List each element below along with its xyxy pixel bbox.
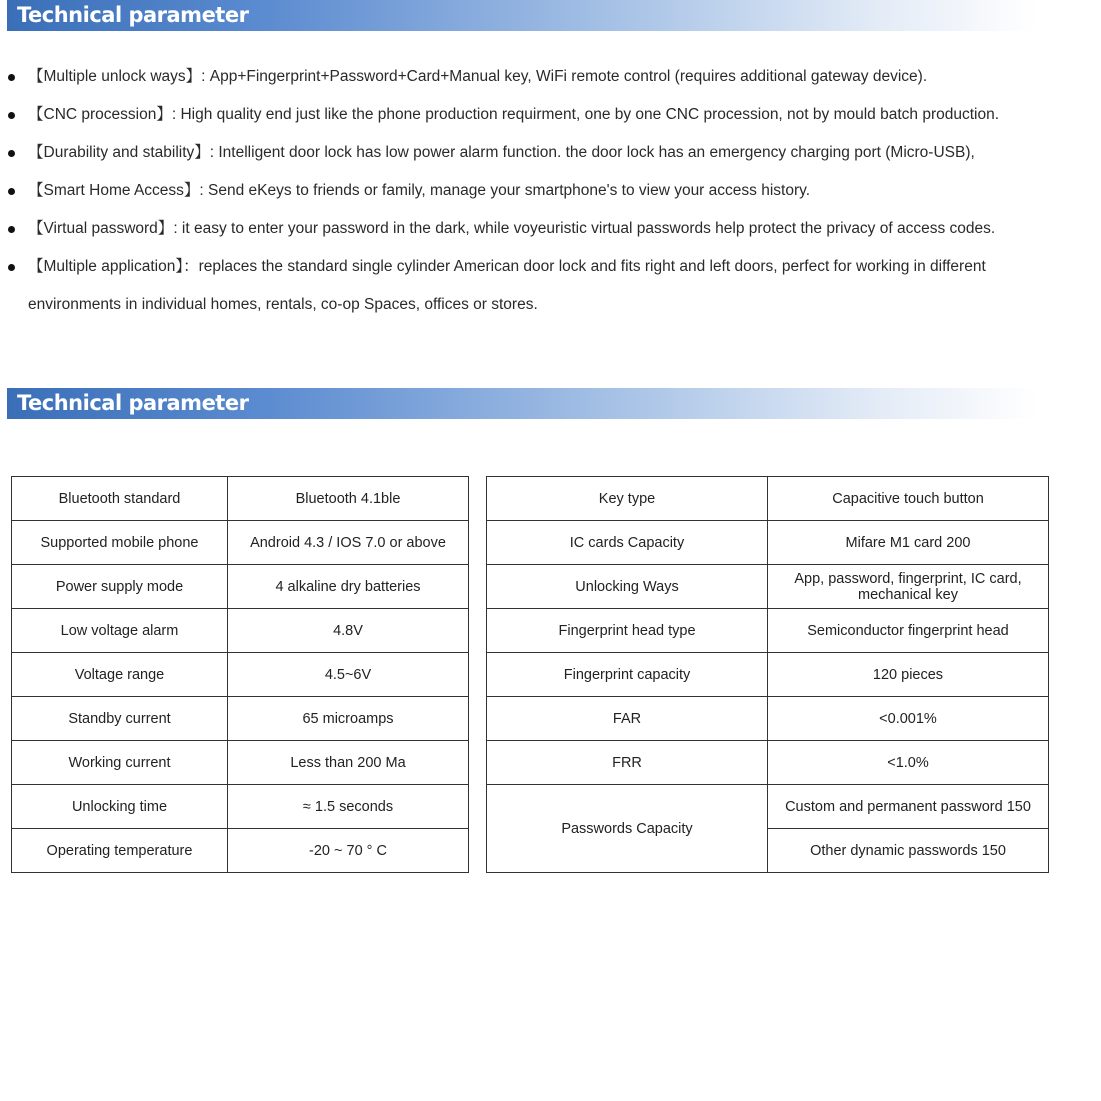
feature-text: : Send eKeys to friends or family, manage your smartphone's to view your access history.	[199, 182, 811, 199]
feature-list	[0, 58, 1101, 324]
param-value: Less than 200 Ma	[228, 741, 469, 785]
bullet-icon	[8, 226, 15, 233]
table-row	[487, 477, 1049, 521]
table-row	[12, 697, 469, 741]
param-value: Capacitive touch button	[768, 477, 1049, 521]
feature-item	[0, 96, 1068, 134]
table-row	[12, 609, 469, 653]
param-value: Android 4.3 / IOS 7.0 or above	[228, 521, 469, 565]
param-label: Supported mobile phone	[12, 521, 228, 565]
table-row	[12, 785, 469, 829]
feature-text: : Intelligent door lock has low power alarm function. the door lock has an emergency charging port (Micro-USB),	[209, 144, 975, 161]
param-value: 4 alkaline dry batteries	[228, 565, 469, 609]
param-label: Voltage range	[12, 653, 228, 697]
param-label: Working current	[12, 741, 228, 785]
param-label: Key type	[487, 477, 768, 521]
bullet-icon	[8, 188, 15, 195]
table-row	[487, 697, 1049, 741]
section-title: Technical parameter	[17, 3, 249, 27]
table-row	[12, 829, 469, 873]
param-label: FAR	[487, 697, 768, 741]
bullet-icon	[8, 112, 15, 119]
param-label: Power supply mode	[12, 565, 228, 609]
feature-text: : it easy to enter your password in the dark, while voyeuristic virtual passwords help protect the privacy of access codes.	[173, 220, 996, 237]
table-row	[12, 521, 469, 565]
param-label: Standby current	[12, 697, 228, 741]
bullet-icon	[8, 74, 15, 81]
table-row	[12, 565, 469, 609]
param-value: Semiconductor fingerprint head	[768, 609, 1049, 653]
bullet-icon	[8, 150, 15, 157]
param-value: 4.8V	[228, 609, 469, 653]
table-row	[487, 653, 1049, 697]
param-label: Operating temperature	[12, 829, 228, 873]
param-label: Bluetooth standard	[12, 477, 228, 521]
param-label: Unlocking time	[12, 785, 228, 829]
param-value: -20 ~ 70 ° C	[228, 829, 469, 873]
table-row	[487, 521, 1049, 565]
param-value: App, password, fingerprint, IC card, mechanical key	[768, 565, 1049, 609]
param-value: Mifare M1 card 200	[768, 521, 1049, 565]
table-row	[12, 477, 469, 521]
feature-title: 【Multiple unlock ways】	[28, 68, 202, 85]
param-label: Passwords Capacity	[487, 785, 768, 873]
param-value: <1.0%	[768, 741, 1049, 785]
feature-item	[0, 172, 1068, 210]
table-row	[487, 565, 1049, 609]
param-label: Fingerprint capacity	[487, 653, 768, 697]
param-value: 4.5~6V	[228, 653, 469, 697]
param-label: FRR	[487, 741, 768, 785]
param-label: Low voltage alarm	[12, 609, 228, 653]
table-row	[487, 785, 1049, 829]
table-row	[12, 653, 469, 697]
param-value: 120 pieces	[768, 653, 1049, 697]
table-row	[12, 741, 469, 785]
feature-title: 【Smart Home Access】	[28, 182, 200, 199]
table-row	[487, 741, 1049, 785]
feature-text: : App+Fingerprint+Password+Card+Manual key, WiFi remote control (requires additional gateway device).	[201, 68, 928, 85]
feature-title: 【Multiple application】	[28, 258, 184, 275]
feature-title: 【CNC procession】	[28, 106, 172, 123]
feature-title: 【Durability and stability】	[28, 144, 210, 161]
section-banner	[7, 388, 1037, 419]
param-label: Unlocking Ways	[487, 565, 768, 609]
param-value: 65 microamps	[228, 697, 469, 741]
param-value: Custom and permanent password 150	[768, 785, 1049, 829]
bullet-icon	[8, 264, 15, 271]
feature-item	[0, 134, 1068, 172]
feature-item	[0, 248, 1068, 324]
feature-item	[0, 58, 1068, 96]
spec-table-left	[11, 476, 469, 873]
param-value: Other dynamic passwords 150	[768, 829, 1049, 873]
param-value: Bluetooth 4.1ble	[228, 477, 469, 521]
feature-title: 【Virtual password】	[28, 220, 174, 237]
param-value: ≈ 1.5 seconds	[228, 785, 469, 829]
table-row	[487, 609, 1049, 653]
section-banner	[7, 0, 1037, 31]
param-value: <0.001%	[768, 697, 1049, 741]
spec-table-right	[486, 476, 1049, 873]
section-title: Technical parameter	[17, 391, 249, 415]
feature-text: ：replaces the standard single cylinder American door lock and fits right and left doors, perfect for working in different environments in individual homes, rentals, co-op Spaces, offices or stores.	[28, 258, 986, 313]
feature-item	[0, 210, 1068, 248]
param-label: Fingerprint head type	[487, 609, 768, 653]
param-label: IC cards Capacity	[487, 521, 768, 565]
feature-text: : High quality end just like the phone production requirment, one by one CNC procession, not by mould batch production.	[171, 106, 1000, 123]
